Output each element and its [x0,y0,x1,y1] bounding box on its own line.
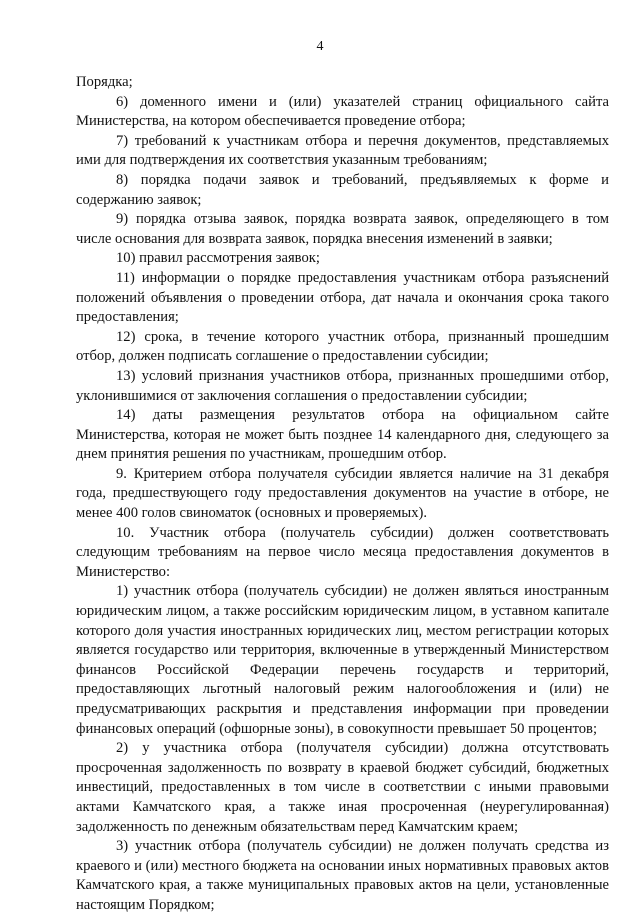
document-body [76,73,609,916]
list-item-14: 14) даты размещения результатов отбора на официальном сайте Министерства, которая не может быть позднее 14 календарного дня, следующего за днем принятия решения по участникам, прошедшим отбор. [76,407,609,463]
list-item-8: 8) порядка подачи заявок и требований, предъявляемых к форме и содержанию заявок; [76,171,609,208]
paragraph-continuation: Порядка; [76,74,133,90]
list-item-13: 13) условий признания участников отбора, признанных прошедшими отбор, уклонившимися от заключения соглашения о предоставлении субсидии; [76,367,609,404]
requirement-1: 1) участник отбора (получатель субсидии) не должен являться иностранным юридическим лицом, а также российским юридическим лицом, в уставном капитале которого доля участия иностранных юридических лиц, местом регистрации которых является государство или территория, включенные в утвержденный Министерством финансов Российской Федерации перечень государств и территорий, предоставляющих льготный налоговый режим налогообложения и (или) не предусматривающих раскрытия и представления информации при проведении финансовых операций (офшорные зоны), в совокупности превышает 50 процентов; [76,583,609,737]
list-item-7: 7) требований к участникам отбора и перечня документов, представляемых ими для подтверждения их соответствия указанным требованиям; [76,132,609,169]
requirement-2: 2) у участника отбора (получателя субсидии) должна отсутствовать просроченная задолженность по возврату в краевой бюджет субсидий, бюджетных инвестиций, предоставленных в том числе в соответствии с иными правовыми актами Камчатского края, а также иная просроченная (неурегулированная) задолженность по денежным обязательствам перед Камчатским краем; [76,740,609,835]
list-item-11: 11) информации о порядке предоставления участникам отбора разъяснений положений объявления о проведении отбора, дат начала и окончания срока такого предоставления; [76,269,609,326]
list-item-9: 9) порядка отзыва заявок, порядка возврата заявок, определяющего в том числе основания для возврата заявок, порядка внесения изменений в заявки; [76,211,609,247]
list-item-12: 12) срока, в течение которого участник отбора, признанный прошедшим отбор, должен подписать соглашение о предоставлении субсидии; [76,328,609,365]
clause-9: 9. Критерием отбора получателя субсидии является наличие на 31 декабря года, предшествующего году предоставления документов на участие в отборе, не менее 400 голов свиноматок (основных и проверяемых). [76,465,609,522]
list-item-10: 10) правил рассмотрения заявок; [116,250,320,267]
list-item-6: 6) доменного имени и (или) указателей страниц официального сайта Министерства, на котором обеспечивается проведение отбора; [76,93,609,130]
requirement-3: 3) участник отбора (получатель субсидии) не должен получать средства из краевого и (или) местного бюджета на основании иных нормативных правовых актов Камчатского края, а также муниципальных правовых актов на цели, установленные настоящим Порядком; [76,838,609,913]
clause-10: 10. Участник отбора (получатель субсидии) должен соответствовать следующим требованиям на первое число месяца предоставления документов в Министерство: [76,524,609,580]
page-number: 4 [316,39,324,54]
